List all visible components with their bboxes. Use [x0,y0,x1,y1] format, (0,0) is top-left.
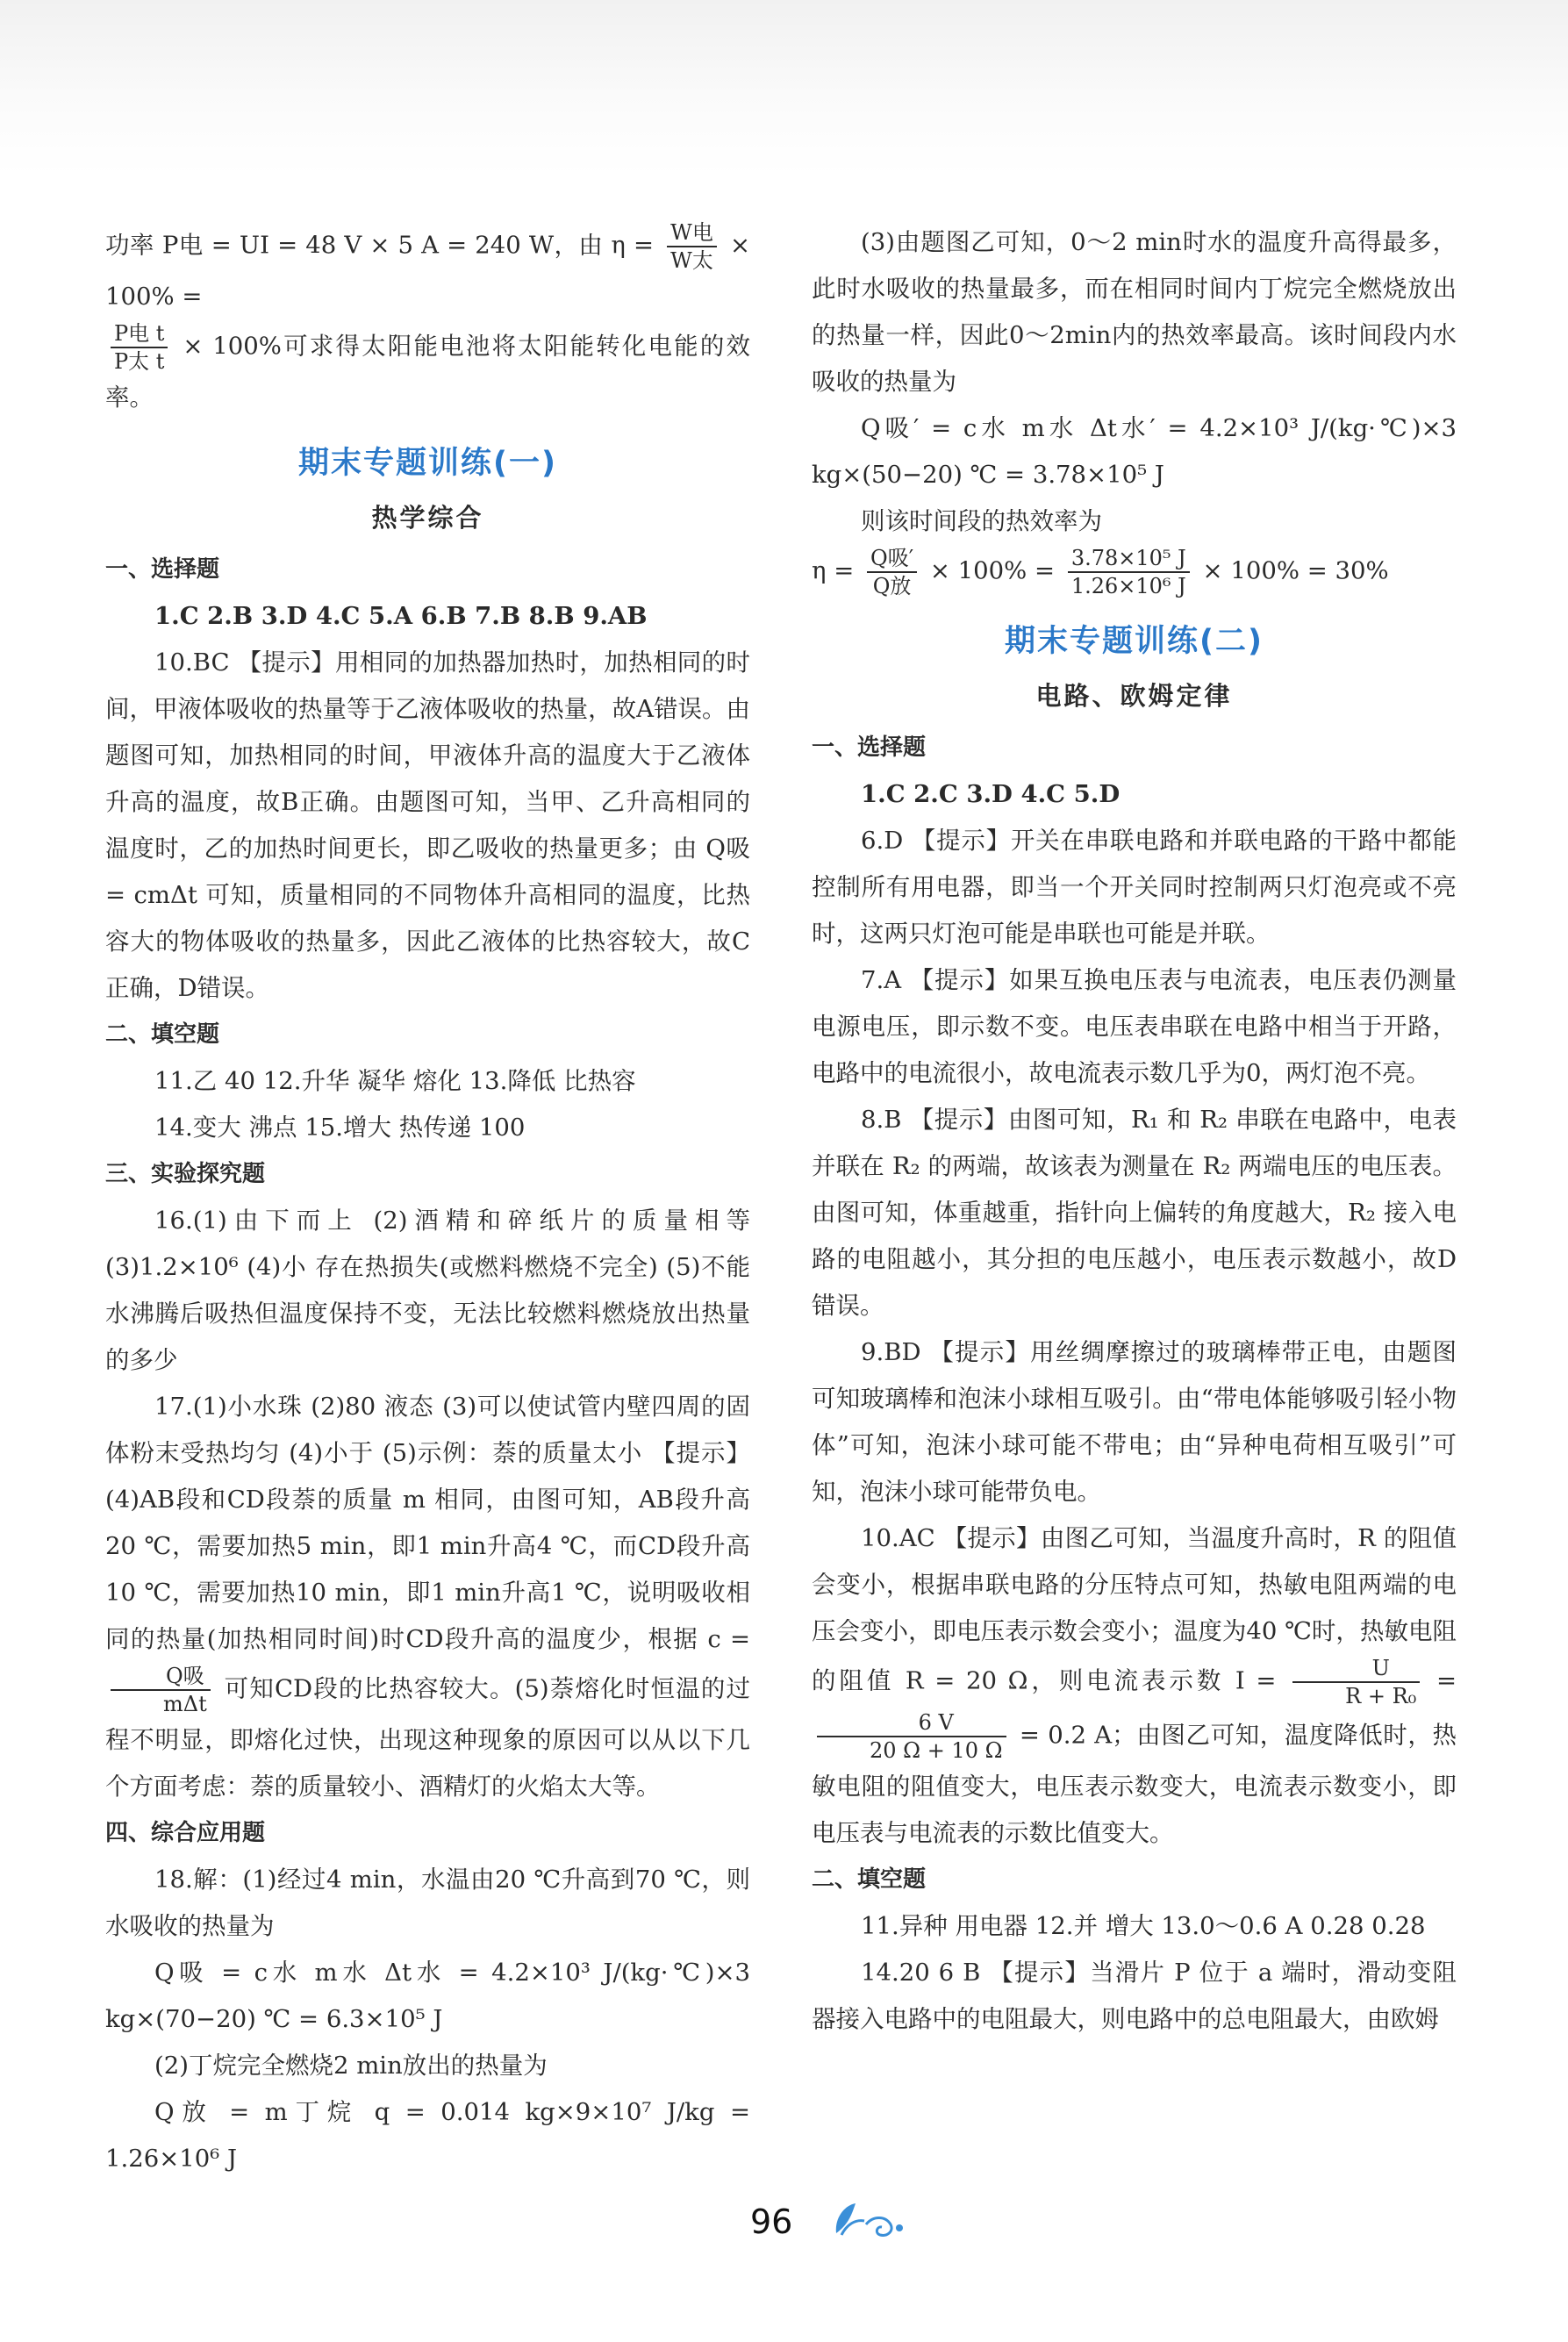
answer-q18-3a: (3)由题图乙可知，0～2 min时水的温度升高得最多，此时水吸收的热量最多，而在相同时间内丁烷完全燃烧放出的热量一样，因此0～2min内的热效率最高。该时间段内水吸收的热量为 [812,228,1457,396]
section-subtitle-1: 热学综合 [371,503,484,533]
frac-num: P电 t [111,320,168,348]
answer-q18-b: Q吸 = c水 m水 Δt水 = 4.2×10³ J/(kg·℃)×3 kg×(70−20) ℃ = 6.3×10⁵ J [105,1959,750,2033]
intro-formula-line-2 [105,320,750,421]
intro-text-3: × 100%可求得太阳能电池将太阳能转化电能的效率。 [105,332,750,412]
answer-q9: 9.BD 【提示】用丝绸摩擦过的玻璃棒带正电，由题图可知玻璃棒和泡沫小球相互吸引。由“带电体能够吸引轻小物体”可知，泡沫小球可能不带电；由“异种电荷相互吸引”可知，泡沫小球可能带负电。 [812,1338,1457,1506]
answer-q18-a: 18.解：(1)经过4 min，水温由20 ℃升高到70 ℃，则水吸收的热量为 [105,1866,750,1940]
frac-den: P太 t [114,349,165,374]
fraction-eta-2 [1068,545,1190,599]
answer-q6: 6.D 【提示】开关在串联电路和并联电路的干路中都能控制所有用电器，即当一个开关同时控制两只灯泡亮或不亮时，这两只灯泡可能是串联也可能是并联。 [812,827,1457,948]
answer-q18-c: (2)丁烷完全燃烧2 min放出的热量为 [154,2052,548,2080]
eta-end: × 100% = 30% [1202,556,1389,585]
frac-den: Q放 [872,574,912,598]
answer-q8: 8.B 【提示】由图可知，R₁ 和 R₂ 串联在电路中，电表并联在 R₂ 的两端，故该表为测量在 R₂ 两端电压的电压表。由图可知，体重越重，指针向上偏转的角度越大，R₂ 接入电路的电阻越小，其分担的电压越小，电压表示数越小，故D错误。 [812,1106,1457,1320]
intro-text-2: × 100% = [105,231,750,311]
section-title-2: 期末专题训练(二) [1005,624,1264,659]
section-title-1: 期末专题训练(一) [298,446,557,481]
efficiency-formula [812,545,1457,599]
q17-text-a: 17.(1)小水珠 (2)80 液态 (3)可以使试管内壁四周的固体粉末受热均匀 (4)小于 (5)示例：萘的质量太小 【提示】(4)AB段和CD段萘的质量 m 相同，由图可知，AB段升高20 ℃，需要加热5 min，即1 min升高4 ℃，而CD段升高10 ℃，需要加热10 min，即1 min升高1 ℃，说明吸收相同的热量(加热相同时间)时CD段升高的温度少，根据 c = [105,1393,750,1653]
fraction-p [111,320,168,375]
answer-q16: 16.(1)由下而上 (2)酒精和碎纸片的质量相等 (3)1.2×10⁶ (4)小 存在热损失(或燃料燃烧不完全) (5)不能 水沸腾后吸热但温度保持不变，无法比较燃料燃烧放出热量的多少 [105,1207,750,1374]
heading-choice-2: 一、选择题 [812,734,927,761]
heading-fill: 二、填空题 [105,1021,220,1048]
answer-q7: 7.A 【提示】如果互换电压表与电流表，电压表仍测量电源电压，即示数不变。电压表串联在电路中相当于开路，电路中的电流很小，故电流表示数几乎为0，两灯泡不亮。 [812,966,1457,1087]
fraction-c [111,1663,211,1717]
page-number: 96 [750,2202,793,2241]
right-column [812,219,1457,2043]
frac-den: W太 [670,248,713,273]
heading-application: 四、综合应用题 [105,1820,266,1846]
heading-experiment: 三、实验探究题 [105,1161,266,1187]
fill-answers-1: 11.乙 40 12.升华 凝华 熔化 13.降低 比热容 [154,1067,636,1095]
frac-num: U [1292,1655,1420,1683]
q10-text-a: 10.AC 【提示】由图乙可知，当温度升高时，R 的阻值会变小，根据串联电路的分压特点可知，热敏电阻两端的电压会变小，即电压表示数会变小；温度为40 ℃时，热敏电阻的阻值 R = 20 Ω，则电流表示数 I = [812,1524,1457,1695]
intro-formula-line [105,219,750,320]
frac-num: 6 V [817,1709,1006,1737]
choice-answers-2: 1.C 2.C 3.D 4.C 5.D [861,780,1121,808]
q10-eq: = [1436,1666,1457,1695]
answer-q14: 14.20 6 B 【提示】当滑片 P 位于 a 端时，滑动变阻器接入电路中的电阻最大，则电路中的总电阻最大，由欧姆 [812,1959,1457,2033]
q10-text-b: = 0.2 A；由图乙可知，温度降低时，热敏电阻的阻值变大，电压表示数变大，电流表示数变小，即电压表与电流表的示数比值变大。 [812,1721,1457,1847]
answer-q18-3b: Q吸′ = c水 m水 Δt水′ = 4.2×10³ J/(kg·℃)×3 kg×(50−20) ℃ = 3.78×10⁵ J [812,414,1457,489]
leaf-swirl-logo-icon [829,2198,908,2242]
intro-text-1: 功率 P电 = UI = 48 V × 5 A = 240 W，由 η = [105,231,655,260]
fill-answers-2: 14.变大 沸点 15.增大 热传递 100 [154,1114,526,1142]
q17-text-b: 可知CD段的比热容较大。(5)萘熔化时恒温的过程不明显，即熔化过快，出现这种现象的原因可以从以下几个方面考虑：萘的质量较小、酒精灯的火焰太大等。 [105,1674,750,1801]
choice-answers: 1.C 2.B 3.D 4.C 5.A 6.B 7.B 8.B 9.AB [154,602,648,630]
fraction-w [667,219,717,274]
answer-q10: 10.BC 【提示】用相同的加热器加热时，加热相同的时间，甲液体吸收的热量等于乙液体吸收的热量，故A错误。由题图可知，加热相同的时间，甲液体升高的温度大于乙液体升高的温度，故B正确。由题图可知，当甲、乙升高相同的温度时，乙的加热时间更长，即乙吸收的热量更多；由 Q吸 = cmΔt 可知，质量相同的不同物体升高相同的温度，比热容大的物体吸收的热量多，因此乙液体的比热容较大，故C正确，D错误。 [105,648,750,1002]
eta-lhs: η = [812,556,855,585]
answer-q18-3c: 则该时间段的热效率为 [861,507,1102,535]
heading-fill-2: 二、填空题 [812,1866,927,1893]
frac-num: 3.78×10⁵ J [1068,545,1190,573]
frac-den: mΔt [163,1692,207,1716]
fill-answers-3: 11.异种 用电器 12.并 增大 13.0～0.6 A 0.28 0.28 [861,1912,1426,1940]
answer-q18-d: Q放 = m丁烷 q = 0.014 kg×9×10⁷ J/kg = 1.26×10⁶ J [105,2098,750,2173]
fraction-i-2 [817,1709,1006,1764]
left-column [105,219,750,2182]
answer-q10-2 [812,1515,1457,1857]
scan-top-band [0,0,1568,175]
frac-num: W电 [667,219,717,247]
heading-choice: 一、选择题 [105,556,220,583]
answer-q17 [105,1384,750,1810]
section-subtitle-2: 电路、欧姆定律 [1035,681,1233,711]
eta-mid: × 100% = [929,556,1056,585]
frac-den: 1.26×10⁶ J [1070,574,1186,598]
frac-den: 20 Ω + 10 Ω [870,1738,1003,1763]
frac-num: Q吸′ [867,545,917,573]
fraction-i-1 [1292,1655,1420,1709]
fraction-eta-1 [867,545,917,599]
frac-den: R + R₀ [1345,1684,1417,1708]
frac-num: Q吸 [111,1663,211,1691]
